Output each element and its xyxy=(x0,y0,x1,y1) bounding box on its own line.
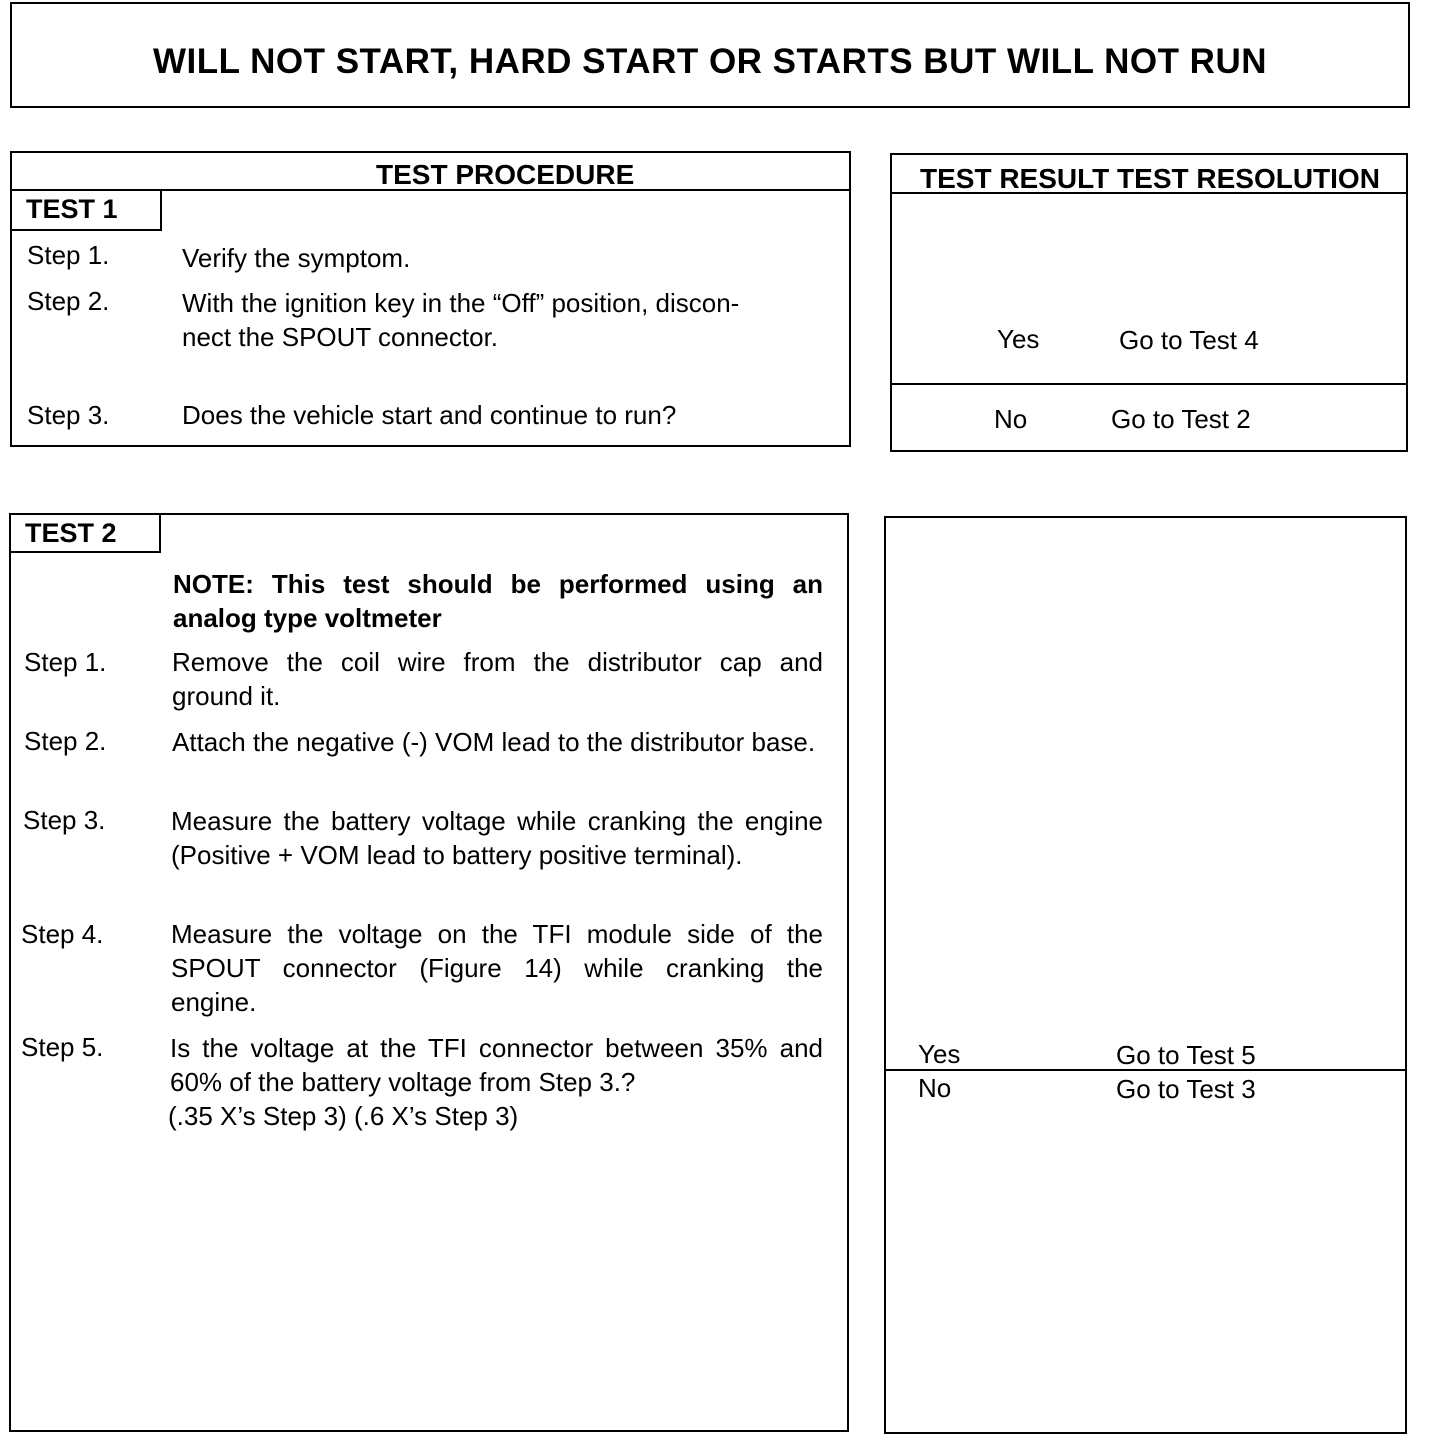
test1-result-divider xyxy=(892,383,1406,385)
test2-step3-label: Step 3. xyxy=(23,805,106,835)
test2-procedure-box xyxy=(9,513,849,1432)
test1-procedure-box xyxy=(10,151,851,447)
test1-step1-text: Verify the symptom. xyxy=(182,243,411,273)
test2-result-divider xyxy=(886,1069,1405,1071)
test2-result-no: No xyxy=(918,1073,952,1103)
test2-result-box xyxy=(884,516,1407,1434)
test1-step3-text: Does the vehicle start and continue to run? xyxy=(182,400,677,430)
test1-step2-text-line2: nect the SPOUT connector. xyxy=(182,322,499,352)
procedure-header: TEST PROCEDURE xyxy=(376,159,635,190)
test2-step2-label: Step 2. xyxy=(24,726,107,756)
test2-label: TEST 2 xyxy=(9,513,161,553)
test1-step2-text-line1: With the ignition key in the “Off” position, discon- xyxy=(182,288,740,318)
test1-label: TEST 1 xyxy=(10,189,162,231)
title-box xyxy=(10,2,1410,108)
test2-step2-text: Attach the negative (-) VOM lead to the distributor base. xyxy=(172,727,816,757)
test1-result-yes: Yes xyxy=(997,324,1040,354)
page-title: WILL NOT START, HARD START OR STARTS BUT WILL NOT RUN xyxy=(153,42,1267,81)
test2-resolution-no: Go to Test 3 xyxy=(1116,1074,1256,1104)
test2-note: NOTE: This test should be performed using an analog type voltmeter xyxy=(173,569,823,633)
test2-result-yes: Yes xyxy=(918,1039,961,1069)
test1-resolution-no: Go to Test 2 xyxy=(1111,404,1251,434)
test2-step4-label: Step 4. xyxy=(21,919,104,949)
result-header: TEST RESULT TEST RESOLUTION xyxy=(920,163,1380,194)
test1-result-box xyxy=(890,153,1408,452)
test2-step5-label: Step 5. xyxy=(21,1032,104,1062)
test1-step3-label: Step 3. xyxy=(27,400,110,430)
test1-result-no: No xyxy=(994,404,1028,434)
test2-step1-text: Remove the coil wire from the distributor cap and ground it. xyxy=(172,647,823,711)
test2-step5-extra: (.35 X’s Step 3) (.6 X’s Step 3) xyxy=(168,1101,519,1131)
test1-step1-label: Step 1. xyxy=(27,240,110,270)
test1-step2-label: Step 2. xyxy=(27,286,110,316)
test1-resolution-yes: Go to Test 4 xyxy=(1119,325,1259,355)
test2-step5-text: Is the voltage at the TFI connector between 35% and 60% of the battery voltage from Step 3.? xyxy=(170,1033,823,1097)
result-header-divider xyxy=(892,192,1406,194)
test2-step3-text: Measure the battery voltage while cranking the engine (Positive + VOM lead to battery positive terminal). xyxy=(171,806,823,870)
test2-step1-label: Step 1. xyxy=(24,647,107,677)
test2-resolution-yes: Go to Test 5 xyxy=(1116,1040,1256,1070)
test2-step4-text: Measure the voltage on the TFI module side of the SPOUT connector (Figure 14) while cranking the engine. xyxy=(171,919,823,1017)
